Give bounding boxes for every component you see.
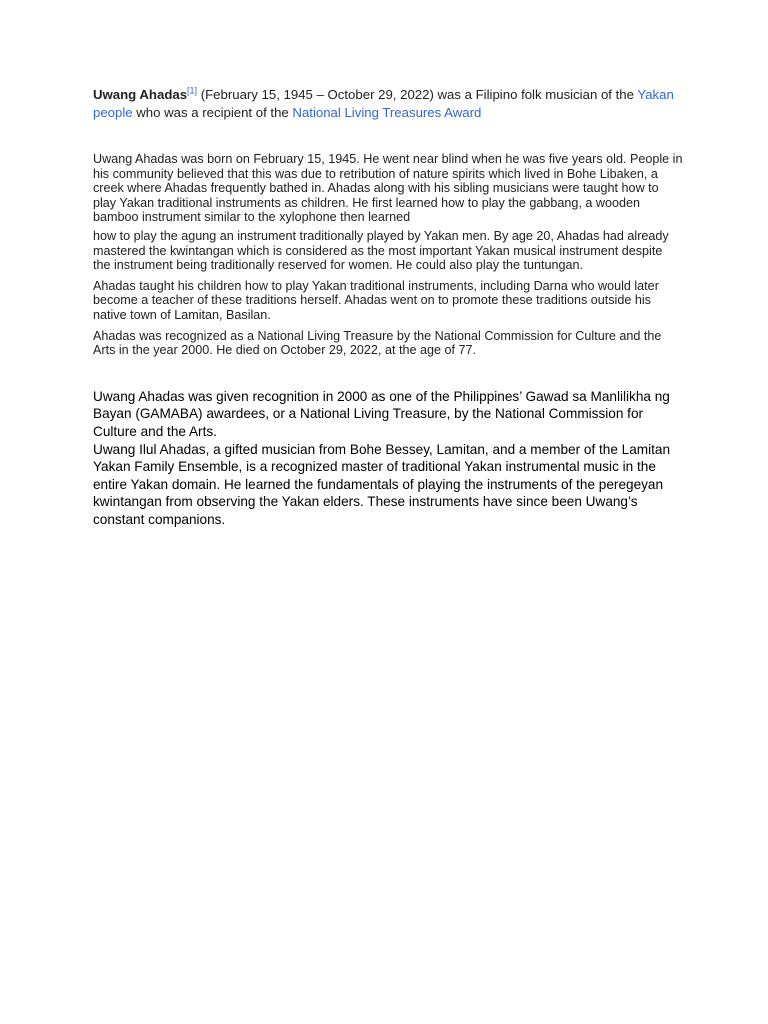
bio-paragraph-1a: Uwang Ahadas was born on February 15, 1945. He went near blind when he was five years old. People in his community believed that this was due to retribution of nature spirits which lived in Bohe Libaken, a creek where Ahadas frequently bathed in. Ahadas along with his sibling musicians were taught how to play Yakan traditional instruments as children. He first learned how to play the gabbang, a wooden bamboo instrument similar to the xylophone then learned bbox=[93, 152, 683, 225]
national-living-treasures-award-link[interactable]: National Living Treasures Award bbox=[292, 105, 482, 120]
subject-name: Uwang Ahadas bbox=[93, 87, 188, 102]
bio-paragraph-1b: how to play the agung an instrument traditionally played by Yakan men. By age 20, Ahadas had already mastered the kwintangan which is considered as the most important Yakan musical instrument despite the instrument being traditionally reserved for women. He could also play the tuntungan. bbox=[93, 228, 669, 273]
recognition-section bbox=[93, 388, 683, 529]
bio-paragraph-3: Ahadas was recognized as a National Living Treasure by the National Commission for Culture and the Arts in the year 2000. He died on October 29, 2022, at the age of 77. bbox=[93, 328, 662, 358]
lead-text-2: who was a recipient of the bbox=[132, 105, 293, 120]
document-page bbox=[93, 86, 683, 528]
citation-link[interactable]: [1] bbox=[187, 85, 198, 96]
lead-paragraph bbox=[93, 86, 683, 122]
recognition-paragraph-1: Uwang Ahadas was given recognition in 2000 as one of the Philippines’ Gawad sa Manlilikha ng Bayan (GAMABA) awardees, or a National Living Treasure, by the National Commission for Culture and the Arts. bbox=[93, 388, 670, 439]
lead-text-1: (February 15, 1945 – October 29, 2022) was a Filipino folk musician of the bbox=[197, 87, 638, 102]
yakan-people-link[interactable]: Yakan people bbox=[93, 87, 674, 120]
recognition-paragraph-2: Uwang Ilul Ahadas, a gifted musician from Bohe Bessey, Lamitan, and a member of the Lamitan Yakan Family Ensemble, is a recognized master of traditional Yakan instrumental music in the entire Yakan domain. He learned the fundamentals of playing the instruments of the peregeyan kwintangan from observing the Yakan elders. These instruments have since been Uwang’s constant companions. bbox=[93, 441, 671, 527]
biography-section bbox=[93, 152, 683, 358]
bio-paragraph-2: Ahadas taught his children how to play Yakan traditional instruments, including Darna who would later become a teacher of these traditions herself. Ahadas went on to promote these traditions outside his native town of Lamitan, Basilan. bbox=[93, 278, 659, 322]
